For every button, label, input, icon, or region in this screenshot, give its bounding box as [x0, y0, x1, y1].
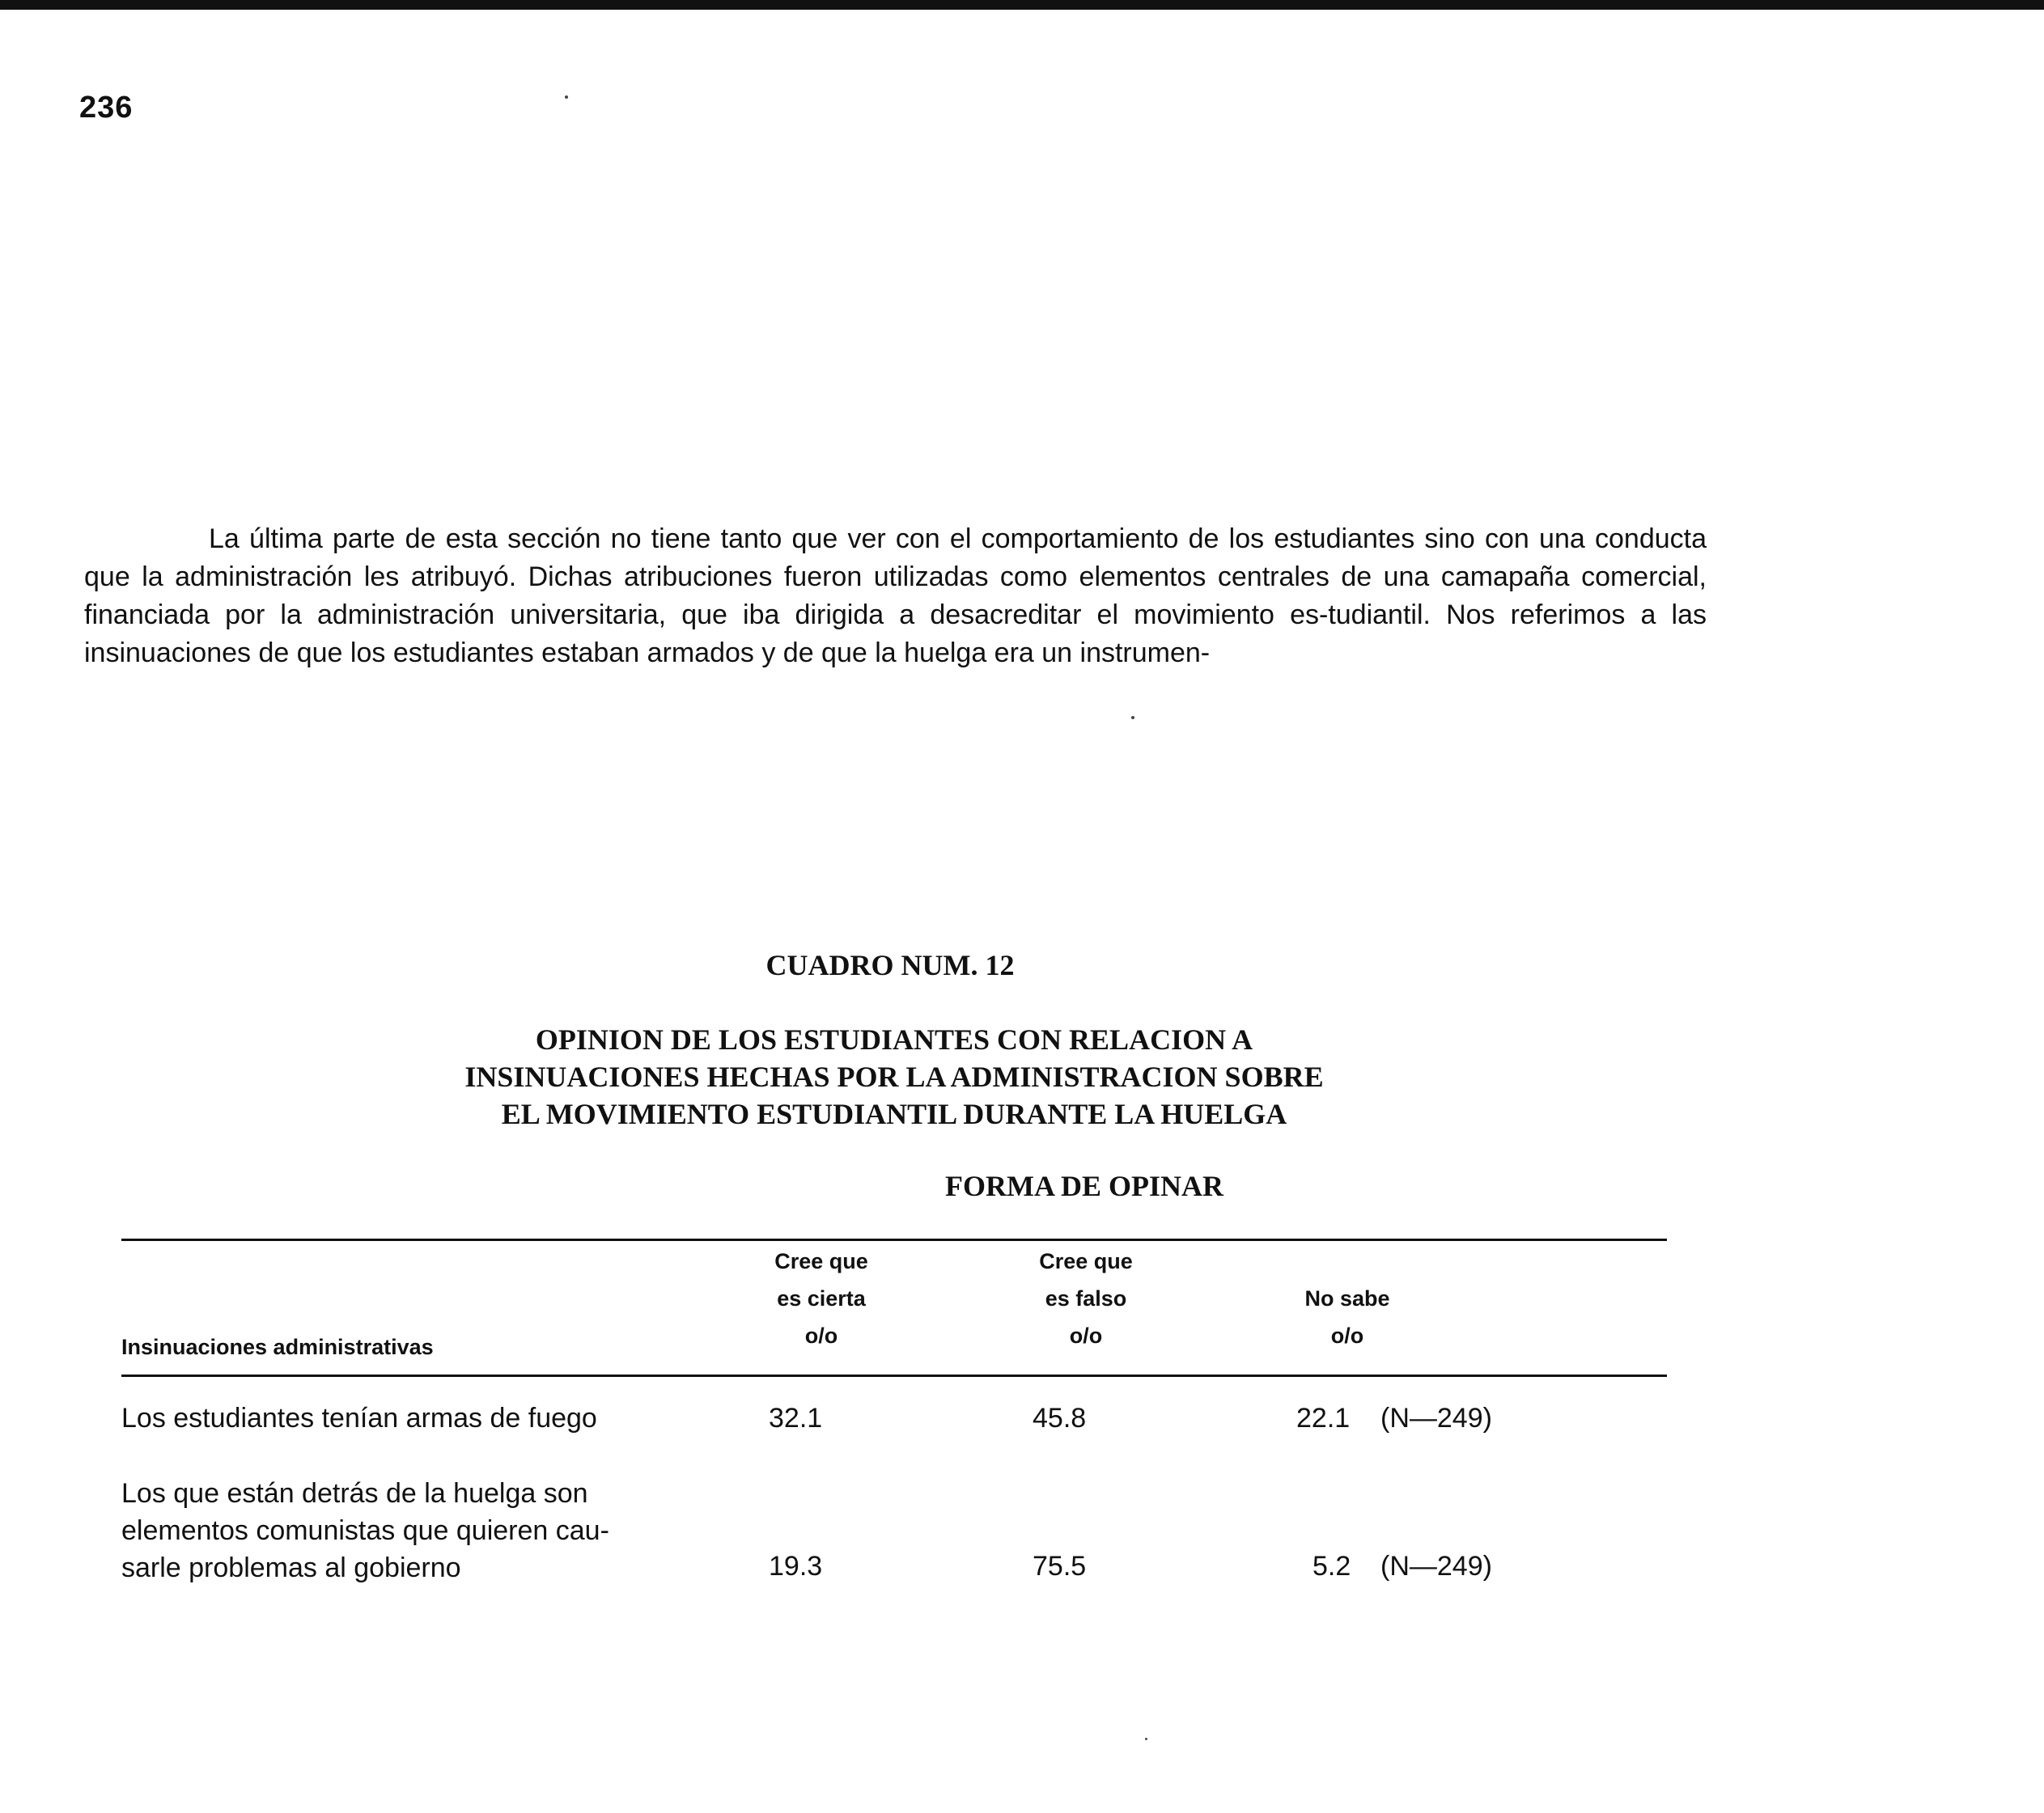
table-number-heading: CUADRO NUM. 12	[765, 949, 1015, 981]
body-paragraph: La última parte de esta sección no tiene tanto que ver con el comportamiento de los estudiantes sino con una conducta que la administración les atribuyó. Dichas atribuciones fueron utilizadas como elementos centrales de una camapaña comercial, financiada por la administración universitaria, que iba dirigida a desacreditar el movimiento es-tudiantil. Nos referimos a las insinuaciones de que los estudiantes estaban armados y de que la huelga era un instrumen-	[84, 523, 1707, 668]
table-title-line: EL MOVIMIENTO ESTUDIANTIL DURANTE LA HUELGA	[501, 1098, 1287, 1130]
table-cell-falso: 45.8	[1033, 1403, 1087, 1434]
table-row-label: Los estudiantes tenían armas de fuego	[121, 1403, 597, 1434]
table-cell-cierta: 19.3	[769, 1551, 823, 1582]
table-top-rule	[121, 1239, 1667, 1241]
table-title-line: OPINION DE LOS ESTUDIANTES CON RELACION A	[535, 1023, 1253, 1056]
column-header-cierta: Cree que es cierta o/o	[774, 1249, 868, 1348]
column-header-no-sabe: No sabe o/o	[1304, 1286, 1390, 1348]
table-cell-cierta: 32.1	[769, 1403, 823, 1434]
scan-speck	[1131, 716, 1134, 719]
column-header-falso: Cree que es falso o/o	[1039, 1249, 1133, 1348]
table-cell-falso: 75.5	[1033, 1551, 1087, 1582]
top-scan-border	[0, 0, 2044, 10]
table-cell-no-sabe: 5.2	[1312, 1551, 1351, 1582]
table-title-line: INSINUACIONES HECHAS POR LA ADMINISTRACION SOBRE	[464, 1061, 1324, 1093]
table-row-label: Los que están detrás de la huelga son elementos comunistas que quieren cau- sarle problemas al gobierno	[121, 1478, 609, 1583]
table-title	[307, 1021, 1481, 1133]
table-cell-no-sabe: 22.1	[1296, 1403, 1351, 1434]
table-cell-sample-size: (N—249)	[1380, 1551, 1492, 1582]
column-header-item: Insinuaciones administrativas	[121, 1335, 434, 1359]
scan-speck	[565, 95, 568, 99]
page-number: 236	[79, 91, 134, 125]
table-header-rule	[121, 1375, 1667, 1377]
opinion-group-heading: FORMA DE OPINAR	[945, 1170, 1223, 1202]
table-cell-sample-size: (N—249)	[1380, 1403, 1492, 1434]
scan-speck	[1145, 1738, 1147, 1740]
